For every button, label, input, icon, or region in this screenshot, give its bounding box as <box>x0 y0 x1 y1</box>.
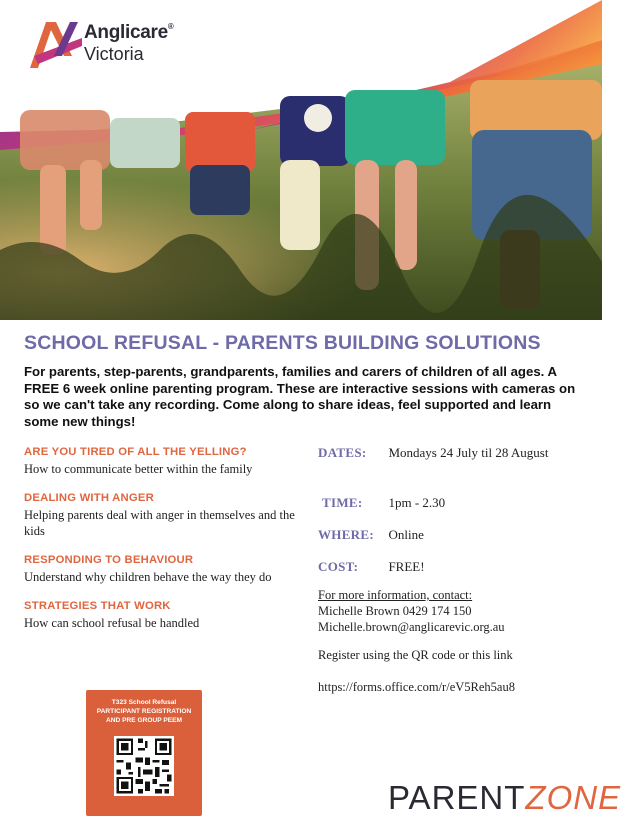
contact-email[interactable]: Michelle.brown@anglicarevic.org.au <box>318 620 505 634</box>
topic-body: How can school refusal be handled <box>24 616 200 630</box>
cost-label: COST: <box>318 559 359 574</box>
contact-name-phone: Michelle Brown 0429 174 150 <box>318 604 472 618</box>
hero-banner <box>0 0 602 320</box>
dates-value: Mondays 24 July til 28 August <box>388 445 549 460</box>
intro-text: For parents, step-parents, grandparents, families and carers of children of all ages. A FREE 6 week online parenting program. These are interactive sessions with cameras on so we can't take any recording. Come along to share ideas, feel supported and learn some new things! <box>24 364 576 429</box>
contact-block <box>318 587 505 635</box>
topic-heading: ARE YOU TIRED OF ALL THE YELLING? <box>24 446 247 458</box>
cost-row <box>318 558 425 576</box>
contact-heading: For more information, contact: <box>318 588 473 602</box>
qr-card <box>86 690 202 816</box>
where-label: WHERE: <box>318 527 374 542</box>
where-value: Online <box>388 527 424 542</box>
qr-code-icon[interactable] <box>114 736 174 796</box>
registration-link[interactable]: https://forms.office.com/r/eV5Reh5au8 <box>318 680 515 694</box>
topic-body: Helping parents deal with anger in themselves and the kids <box>24 508 295 538</box>
cost-value: FREE! <box>388 559 425 574</box>
topic-item <box>24 492 304 539</box>
parentzone-part2: ZONE <box>525 779 621 816</box>
topic-heading: DEALING WITH ANGER <box>24 492 154 504</box>
topics-list <box>24 446 304 646</box>
time-row <box>322 494 445 512</box>
page-title: SCHOOL REFUSAL - PARENTS BUILDING SOLUTIONS <box>24 332 541 354</box>
dates-label: DATES: <box>318 445 367 460</box>
topic-item <box>24 554 304 585</box>
where-row <box>318 526 424 544</box>
time-value: 1pm - 2.30 <box>388 495 446 510</box>
topic-body: How to communicate better within the family <box>24 462 253 476</box>
dates-row <box>318 444 548 462</box>
brand-region: Victoria <box>84 44 144 64</box>
register-instruction: Register using the QR code or this link <box>318 648 513 662</box>
anglicare-logo-icon <box>24 16 84 76</box>
parentzone-logo <box>388 778 621 818</box>
topic-item <box>24 446 304 477</box>
brand-name: Anglicare® <box>84 22 174 43</box>
qr-card-text: T323 School Refusal PARTICIPANT REGISTRATION AND PRE GROUP PEEM <box>96 699 192 724</box>
parentzone-part1: PARENT <box>388 779 526 816</box>
time-label: TIME: <box>322 495 363 510</box>
topic-heading: STRATEGIES THAT WORK <box>24 600 171 612</box>
topic-heading: RESPONDING TO BEHAVIOUR <box>24 554 194 566</box>
topic-item <box>24 600 304 631</box>
topic-body: Understand why children behave the way they do <box>24 570 272 584</box>
